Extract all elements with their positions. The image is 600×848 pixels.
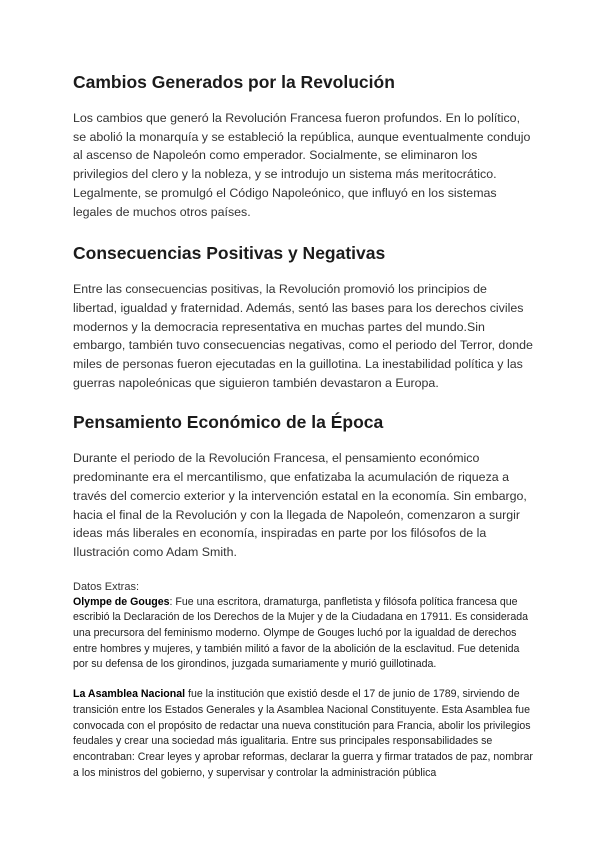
- section-title-consecuencias: Consecuencias Positivas y Negativas: [73, 243, 386, 264]
- extra-note-text: : Fue una escritora, dramaturga, panfletista y filósofa política francesa que escribió la Declaración de los Derechos de la Mujer y de la Ciudadana en 17911. Es considerada una precursora del feminismo moderno. Olympe de Gouges luchó por la igualdad de derechos entre hombres y mujeres, y también militó a favor de la abolición de la esclavitud. Fue detenida por su defensa de los girondinos, juzgada sumariamente y murió guillotinada.: [73, 595, 529, 671]
- document-content: [73, 70, 533, 781]
- section-body-cambios: Los cambios que generó la Revolución Francesa fueron profundos. En lo político, se abolió la monarquía y se estableció la república, aunque eventualmente condujo al ascenso de Napoleón como emperador. Socialmente, se eliminaron los privilegios del clero y la nobleza, y se introdujo un sistema más meritocrático. Legalmente, se promulgó el Código Napoleónico, que influyó en los sistemas legales de muchos otros países.: [73, 111, 531, 219]
- extra-note-asamblea: [73, 687, 533, 781]
- extras-label: Datos Extras:: [73, 580, 140, 593]
- section-title-pensamiento: Pensamiento Económico de la Época: [73, 412, 384, 433]
- section-body-pensamiento: Durante el periodo de la Revolución Francesa, el pensamiento económico predominante era el mercantilismo, que enfatizaba la acumulación de riqueza a través del comercio exterior y la intervención estatal en la economía. Sin embargo, hacia el final de la Revolución y con la llegada de Napoleón, comenzaron a surgir ideas más liberales en economía, inspiradas en parte por los filósofos de la Ilustración como Adam Smith.: [73, 451, 527, 559]
- section-title-cambios: Cambios Generados por la Revolución: [73, 72, 395, 92]
- extra-note-term: Olympe de Gouges: [73, 595, 170, 608]
- extra-note-text: fue la institución que existió desde el 17 de junio de 1789, sirviendo de transición entre los Estados Generales y la Asamblea Nacional Constituyente. Esta Asamblea fue convocada con el propósito de redactar una nueva constitución para Francia, abolir los privilegios feudales y crear una sociedad más igualitaria. Entre sus principales responsabilidades se encontraban: Crear leyes y aprobar reformas, declarar la guerra y firmar tratados de paz, nombrar a los ministros del gobierno, y supervisar y controlar la administración pública: [73, 688, 533, 779]
- extra-note-olympe: [73, 595, 533, 674]
- section-body-consecuencias: Entre las consecuencias positivas, la Revolución promovió los principios de libertad, igualdad y fraternidad. Además, sentó las bases para los derechos civiles modernos y la democracia representativa en muchas partes del mundo.Sin embargo, también tuvo consecuencias negativas, como el periodo del Terror, donde miles de personas fueron ejecutadas en la guillotina. La inestabilidad política y las guerras napoleónicas que siguieron también devastaron a Europa.: [73, 282, 533, 390]
- extra-note-term: La Asamblea Nacional: [73, 688, 186, 701]
